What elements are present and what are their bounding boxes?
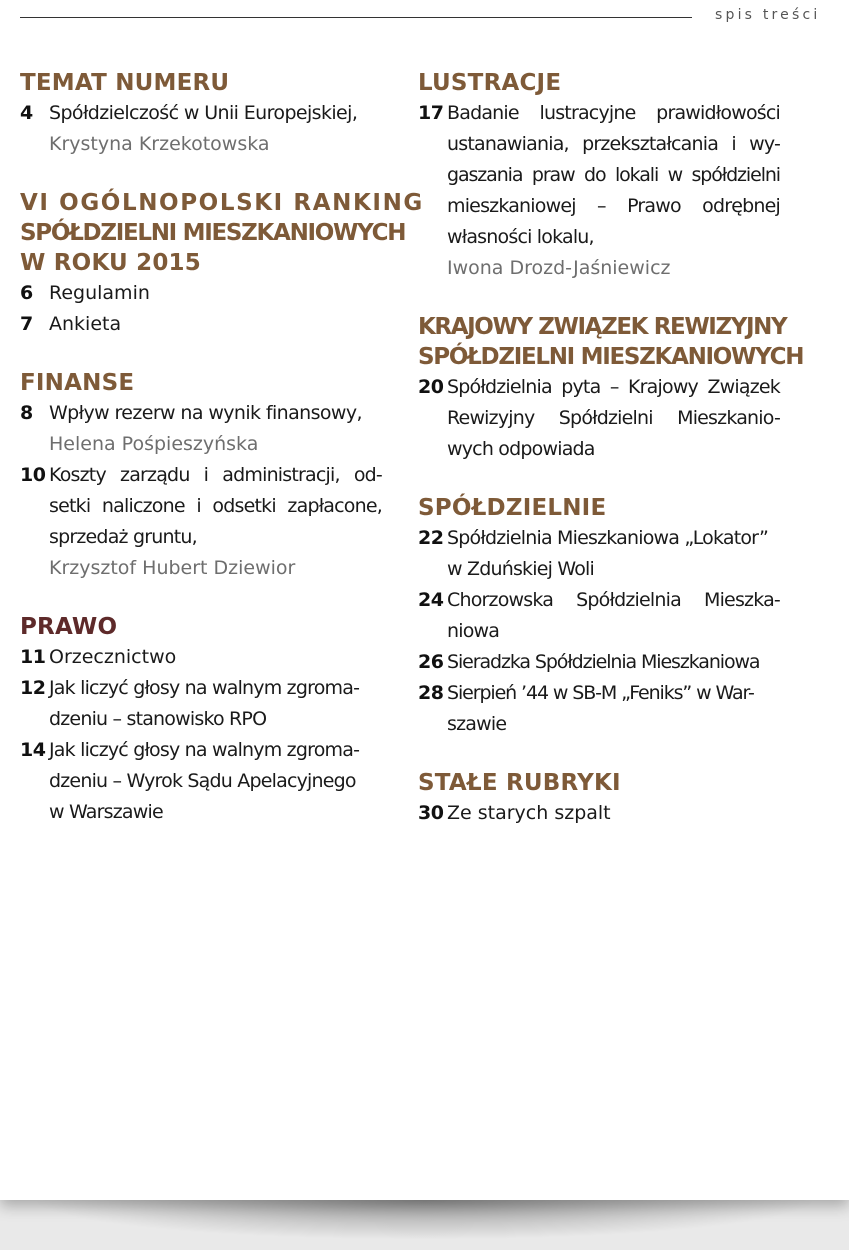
entry-title-line: Chorzowska Spółdzielnia Mieszka- (447, 589, 780, 611)
header-rule (20, 17, 692, 18)
page-number: 6 (20, 282, 33, 304)
entry-title: Sieradzka Spółdzielnia Mieszkaniowa (447, 651, 760, 673)
toc-entry[interactable] (418, 798, 780, 829)
page-number: 8 (20, 402, 33, 424)
entry-author: Krzysztof Hubert Dziewior (49, 557, 296, 579)
section-title: TEMAT NUMERU (20, 70, 230, 96)
entry-title-line: Spółdzielnia Mieszkaniowa „Lokator” (447, 527, 769, 549)
page-number: 7 (20, 313, 33, 335)
page-number: 10 (20, 464, 46, 486)
entry-title-line: wych odpowiada (447, 438, 595, 460)
right-column (418, 68, 804, 857)
entry-title-line: Badanie lustracyjne prawidłowości (447, 102, 780, 124)
toc-entry[interactable] (20, 460, 382, 584)
entry-author: Iwona Drozd-Jaśniewicz (447, 257, 671, 279)
section-spoldzielnie (418, 493, 780, 740)
section-title-line: SPÓŁDZIELNI MIESZKANIOWYCH (20, 220, 406, 246)
entry-title-line: w Zduńskiej Woli (447, 558, 594, 580)
entry-title: Ze starych szpalt (447, 802, 611, 824)
section-title: STAŁE RUBRYKI (418, 770, 621, 796)
section-stale-rubryki (418, 768, 780, 829)
section-title: LUSTRACJE (418, 70, 562, 96)
toc-entry[interactable] (20, 642, 382, 673)
section-ranking (20, 188, 424, 340)
section-title (20, 188, 424, 278)
section-prawo (20, 612, 382, 828)
toc-entry[interactable] (418, 372, 780, 465)
entry-author: Krystyna Krzekotowska (49, 133, 270, 155)
page-number: 14 (20, 739, 46, 761)
entry-title: Spółdzielczość w Unii Europejskiej, (49, 102, 358, 124)
entry-title-line: gaszania praw do lokali w spółdzielni (447, 164, 780, 186)
entry-title-line: niowa (447, 620, 500, 642)
section-title-line: KRAJOWY ZWIĄZEK REWIZYJNY (418, 314, 787, 340)
toc-entry[interactable] (20, 309, 382, 340)
toc-entry[interactable] (20, 398, 382, 460)
section-title: SPÓŁDZIELNIE (418, 495, 607, 521)
page-number: 4 (20, 102, 33, 124)
toc-entry[interactable] (418, 98, 780, 284)
toc-entry[interactable] (20, 98, 382, 160)
entry-title-line: Jak liczyć głosy na walnym zgroma- (49, 677, 360, 699)
entry-author: Helena Pośpieszyńska (49, 433, 259, 455)
left-column (20, 68, 424, 856)
entry-title: Ankieta (49, 313, 122, 335)
toc-entry[interactable] (418, 523, 780, 585)
page-number: 30 (418, 802, 444, 824)
section-lustracje (418, 68, 780, 284)
entry-title-line: szawie (447, 713, 507, 735)
page-number: 22 (418, 527, 444, 549)
entry-title-line: własności lokalu, (447, 226, 594, 248)
entry-title-line: dzeniu – Wyrok Sądu Apelacyjnego (49, 770, 356, 792)
entry-title-line: Koszty zarządu i administracji, od- (49, 464, 382, 486)
toc-entry[interactable] (418, 647, 780, 678)
section-title (418, 312, 804, 372)
entry-title: Orzecznictwo (49, 646, 177, 668)
page-number: 26 (418, 651, 444, 673)
page-number: 17 (418, 102, 444, 124)
entry-title-line: ustanawiania, przekształcania i wy- (447, 133, 780, 155)
entry-title-line: setki naliczone i odsetki zapłacone, (49, 495, 382, 517)
page-number: 11 (20, 646, 46, 668)
page-number: 12 (20, 677, 46, 699)
entry-title-line: Jak liczyć głosy na walnym zgroma- (49, 739, 360, 761)
toc-entry[interactable] (418, 678, 780, 740)
entry-title: Wpływ rezerw na wynik finansowy, (49, 402, 362, 424)
header-label: spis treści (715, 7, 821, 23)
entry-title-line: Sierpień ’44 w SB-M „Feniks” w War- (447, 682, 754, 704)
entry-title-line: Rewizyjny Spółdzielni Mieszkanio- (447, 407, 780, 429)
page-drop-shadow (30, 1200, 819, 1240)
section-krajowy-zwiazek (418, 312, 804, 465)
entry-title-line: w Warszawie (49, 801, 163, 823)
section-title-line: SPÓŁDZIELNI MIESZKANIOWYCH (418, 344, 804, 370)
page-number: 28 (418, 682, 444, 704)
section-title-line: VI OGÓLNOPOLSKI RANKING (20, 190, 424, 216)
entry-title-line: sprzedaż gruntu, (49, 526, 197, 548)
toc-entry[interactable] (20, 278, 382, 309)
page-number: 20 (418, 376, 444, 398)
section-finanse (20, 368, 382, 584)
toc-entry[interactable] (20, 735, 382, 828)
section-title-line: W ROKU 2015 (20, 250, 201, 276)
section-temat-numeru (20, 68, 382, 160)
section-title: FINANSE (20, 370, 135, 396)
page-number: 24 (418, 589, 444, 611)
entry-title-line: mieszkaniowej – Prawo odrębnej (447, 195, 780, 217)
entry-title-line: Spółdzielnia pyta – Krajowy Związek (447, 376, 780, 398)
entry-title: Regulamin (49, 282, 150, 304)
toc-entry[interactable] (20, 673, 382, 735)
entry-title-line: dzeniu – stanowisko RPO (49, 708, 267, 730)
toc-entry[interactable] (418, 585, 780, 647)
section-title: PRAWO (20, 614, 118, 640)
